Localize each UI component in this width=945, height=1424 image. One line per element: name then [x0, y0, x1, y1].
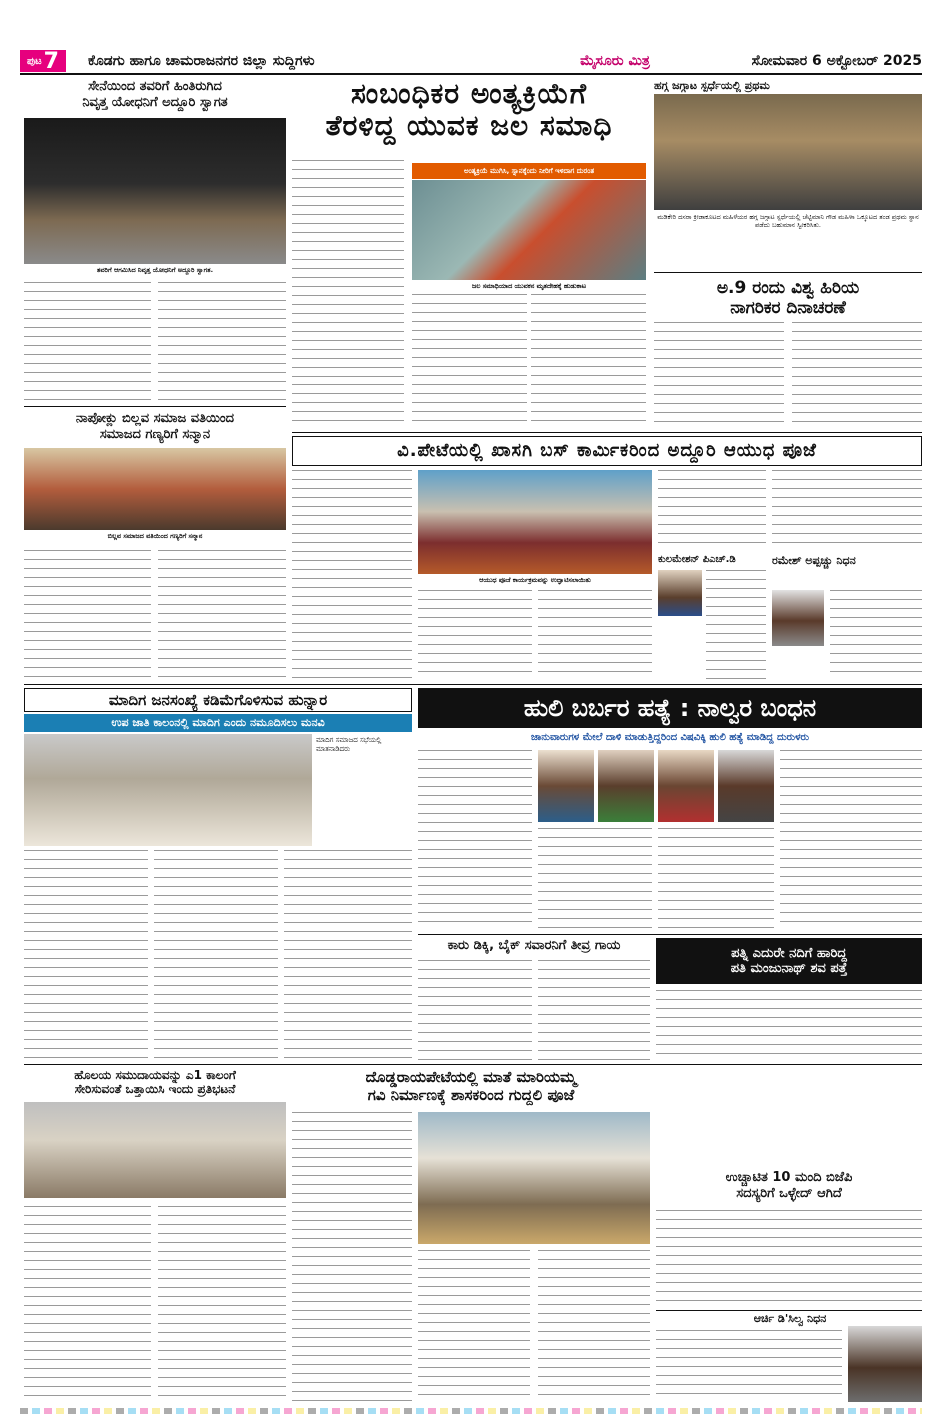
- temple-headline: [292, 1068, 650, 1104]
- date-line: ಸೋಮವಾರ 6 ಅಕ್ಟೋಬರ್ 2025: [751, 53, 922, 69]
- madiga-photo: [24, 734, 312, 846]
- ayudha-photo: [418, 470, 652, 574]
- army-headline-line2: ನಿವೃತ್ತ ಯೋಧನಿಗೆ ಅದ್ದೂರಿ ಸ್ವಾಗತ: [82, 94, 228, 110]
- registration-bar: [20, 1408, 922, 1414]
- elders-body-col1: [654, 322, 784, 430]
- obituary1-headline: ರಮೇಶ್ ಅಪ್ಪಚ್ಚು ನಿಧನ: [772, 554, 856, 567]
- billava-headline-line1: ನಾಪೋಕ್ಲು ಬಿಲ್ಲವ ಸಮಾಜ ವತಿಯಿಂದ: [75, 411, 235, 426]
- drowning-body-col1b: [292, 384, 404, 429]
- obituary2-body: [656, 1330, 842, 1402]
- madiga-sidebar: ಮಾದಿಗ ಸಮಾಜದ ಸಭೆಯಲ್ಲಿ ಮಾತನಾಡಿದರು: [316, 736, 382, 753]
- army-body: [24, 282, 151, 402]
- page-number: 7: [43, 48, 59, 74]
- ayudha-body-col2: [418, 590, 532, 680]
- obituary2-headline: ಆರ್ಚಿ ಡಿ'ಸಿಲ್ವ ನಿಧನ: [753, 1312, 827, 1325]
- holeya-photo: [24, 1102, 286, 1198]
- holeya-headline-line1: ಹೊಲಯ ಸಮುದಾಯವನ್ನು ಎ1 ಕಾಲಂಗೆ: [74, 1068, 236, 1082]
- billava-photo: [24, 448, 286, 530]
- elders-body-col2: [792, 322, 922, 430]
- temple-headline-line1: ದೊಡ್ಡರಾಯಪೇಟೆಯಲ್ಲಿ ಮಾತೆ ಮಾರಿಯಮ್ಮ: [365, 1068, 577, 1086]
- divider: [418, 934, 922, 935]
- section-title: ಕೊಡಗು ಹಾಗೂ ಚಾಮರಾಜನಗರ ಜಿಲ್ಲಾ ಸುದ್ದಿಗಳು: [88, 53, 315, 69]
- holeya-headline-line2: ಸೇರಿಸುವಂತೆ ಒತ್ತಾಯಿಸಿ ಇಂದು ಪ್ರತಿಭಟನೆ: [74, 1082, 236, 1097]
- kulamesh-body: [706, 570, 766, 680]
- elders-headline-line1: ಅ.9 ರಂದು ವಿಶ್ವ ಹಿರಿಯ: [716, 278, 860, 298]
- tiger-photo-2: [598, 750, 654, 822]
- ayudha-caption: ಆಯುಧ ಪೂಜೆ ಕಾರ್ಯಕ್ರಮವನ್ನು ಉದ್ಘಾಟಿಸಲಾಯಿತು: [479, 576, 591, 584]
- billava-headline-line2: ಸಮಾಜದ ಗಣ್ಯರಿಗೆ ಸನ್ಮಾನ: [99, 426, 211, 442]
- madiga-body-col1: [24, 850, 148, 1060]
- holeya-body-col2: [158, 1206, 286, 1402]
- madiga-body-col2: [154, 850, 278, 1060]
- madiga-body-col3: [284, 850, 412, 1060]
- temple-body-col3: [538, 1250, 650, 1402]
- divider: [656, 1310, 922, 1311]
- river-body: [656, 990, 922, 1060]
- tug-photo: [654, 94, 922, 210]
- bjp-headline: [656, 1170, 922, 1201]
- tiger-photo-4: [718, 750, 774, 822]
- page-label: ಪುಟ: [27, 55, 42, 67]
- holeya-body-col1: [24, 1206, 151, 1402]
- river-headline: [656, 938, 922, 984]
- madiga-subhead: ಉಪ ಜಾತಿ ಕಾಲಂನಲ್ಲಿ ಮಾದಿಗ ಎಂದು ನಮೂದಿಸಲು ಮನವಿ: [24, 714, 412, 732]
- temple-body-col1: [292, 1112, 412, 1402]
- drowning-body-col1: [292, 160, 404, 380]
- tiger-headline: ಹುಲಿ ಬರ್ಬರ ಹತ್ಯೆ : ನಾಲ್ವರ ಬಂಧನ: [418, 688, 922, 728]
- masthead-rule: [20, 73, 922, 75]
- drowning-body-col2: [412, 294, 527, 429]
- ayudha-body-col4: [658, 470, 766, 550]
- holeya-headline: [24, 1068, 286, 1097]
- tug-caption: ಮಡಿಕೇರಿ ದಸರಾ ಕ್ರೀಡಾಕೂಟದ ಮಹಿಳೆಯರ ಹಗ್ಗ ಜಗ್ಗಾಟ ಸ್ಪರ್ಧೆಯಲ್ಲಿ ಚೆಟ್ಟಿಮಾನಿ ಗೌಡ ಮಹಿಳಾ ಒಕ್ಕೂಟದ ತಂಡ ಪ್ರಥಮ ಸ್ಥಾನ ಪಡೆದು ಬಹುಮಾನ ಸ್ವೀಕರಿಸಿತು.: [657, 213, 919, 230]
- ayudha-body-col3: [538, 590, 652, 680]
- army-headline: [24, 79, 286, 110]
- page-number-badge: [20, 50, 66, 72]
- ayudha-body-col5: [772, 470, 922, 550]
- divider: [24, 406, 286, 407]
- tiger-body-col4: [780, 750, 922, 930]
- elders-headline-line2: ನಾಗರಿಕರ ದಿನಾಚರಣೆ: [730, 298, 846, 319]
- divider: [654, 272, 922, 273]
- river-headline-line2: ಪತಿ ಮಂಜುನಾಥ್ ಶವ ಪತ್ತೆ: [730, 961, 848, 976]
- car-headline: ಕಾರು ಡಿಕ್ಕಿ, ಬೈಕ್ ಸವಾರನಿಗೆ ತೀವ್ರ ಗಾಯ: [447, 938, 621, 953]
- madiga-headline: ಮಾದಿಗ ಜನಸಂಖ್ಯೆ ಕಡಿಮೆಗೊಳಿಸುವ ಹುನ್ನಾರ: [24, 688, 412, 712]
- drowning-photo: [412, 180, 646, 280]
- temple-headline-line2: ಗವಿ ನಿರ್ಮಾಣಕ್ಕೆ ಶಾಸಕರಿಂದ ಗುದ್ದಲಿ ಪೂಜೆ: [367, 1086, 575, 1104]
- obituary1-body: [830, 590, 922, 680]
- army-caption: ತವರಿಗೆ ಆಗಮಿಸಿದ ನಿವೃತ್ತ ಯೋಧನಿಗೆ ಅದ್ದೂರಿ ಸ್ವಾಗತ.: [96, 266, 214, 274]
- tiger-body-col3: [658, 828, 774, 930]
- drowning-headline-line1: ಸಂಬಂಧಿಕರ ಅಂತ್ಯಕ್ರಿಯೆಗೆ: [350, 77, 588, 110]
- bjp-body: [656, 1210, 922, 1306]
- bjp-headline-line2: ಸದಸ್ಯರಿಗೆ ಒಳ್ಳೇದ್ ಆಗಿದೆ: [736, 1185, 842, 1201]
- divider: [292, 432, 922, 433]
- tiger-photo-1: [538, 750, 594, 822]
- car-body-col1: [418, 960, 532, 1060]
- kulamesh-name: ಕುಲಮೇಶನ್ ಪಿಎಚ್.ಡಿ: [658, 554, 736, 565]
- divider: [24, 1064, 922, 1065]
- tiger-subhead: ಜಾನುವಾರುಗಳ ಮೇಲೆ ದಾಳಿ ಮಾಡುತ್ತಿದ್ದರಿಂದ ವಿಷವಿಕ್ಕಿ ಹುಲಿ ಹತ್ಯೆ ಮಾಡಿದ್ದ ದುರುಳರು: [530, 732, 810, 743]
- drowning-headline: [292, 78, 646, 142]
- billava-caption: ಬಿಲ್ಲವ ಸಮಾಜದ ವತಿಯಿಂದ ಗಣ್ಯರಿಗೆ ಸನ್ಮಾನ: [107, 532, 203, 540]
- tiger-body-col2: [538, 828, 652, 930]
- tiger-photo-3: [658, 750, 714, 822]
- ayudha-body-col1: [292, 470, 412, 680]
- army-body-col2: [158, 282, 286, 402]
- tiger-body-col1: [418, 750, 532, 930]
- drowning-subhead: ಅಂತ್ಯಕ್ರಿಯೆ ಮುಗಿಸಿ, ಸ್ನಾನಕ್ಕೆಂದು ನೀರಿಗೆ ಇಳಿದಾಗ ದುರಂತ: [412, 163, 646, 179]
- army-photo: [24, 118, 286, 264]
- paper-name: ಮೈಸೂರು ಮಿತ್ರ: [580, 53, 650, 69]
- drowning-headline-line2: ತೆರಳಿದ್ದ ಯುವಕ ಜಲ ಸಮಾಧಿ: [325, 109, 613, 143]
- temple-body-col2: [418, 1250, 530, 1402]
- obituary2-photo: [848, 1326, 922, 1402]
- drowning-caption: ಜಲ ಸಮಾಧಿಯಾದ ಯುವಕನ ಮೃತದೇಹಕ್ಕೆ ಹುಡುಕಾಟ: [471, 282, 587, 290]
- kulamesh-photo: [658, 570, 702, 616]
- elders-headline: [654, 278, 922, 319]
- bjp-headline-line1: ಉಚ್ಚಾಟಿತ 10 ಮಂದಿ ಬಿಜೆಪಿ: [725, 1170, 853, 1185]
- ayudha-headline: ವಿ.ಪೇಟೆಯಲ್ಲಿ ಖಾಸಗಿ ಬಸ್ ಕಾರ್ಮಿಕರಿಂದ ಅದ್ದೂರಿ ಆಯುಧ ಪೂಜೆ: [292, 436, 922, 466]
- divider: [24, 684, 922, 685]
- billava-body-col1: [24, 550, 151, 680]
- obituary1-photo: [772, 590, 824, 646]
- billava-body-col2: [158, 550, 286, 680]
- car-body-col2: [538, 960, 650, 1060]
- river-headline-line1: ಪತ್ನಿ ಎದುರೇ ನದಿಗೆ ಹಾರಿದ್ದ: [731, 946, 847, 961]
- army-headline-line1: ಸೇನೆಯಿಂದ ತವರಿಗೆ ಹಿಂತಿರುಗಿದ: [88, 79, 222, 94]
- drowning-body-col3: [531, 294, 646, 429]
- billava-headline: [24, 411, 286, 442]
- tug-headline: ಹಗ್ಗ ಜಗ್ಗಾಟ ಸ್ಪರ್ಧೆಯಲ್ಲಿ ಪ್ರಥಮ: [654, 79, 770, 92]
- temple-photo: [418, 1112, 650, 1244]
